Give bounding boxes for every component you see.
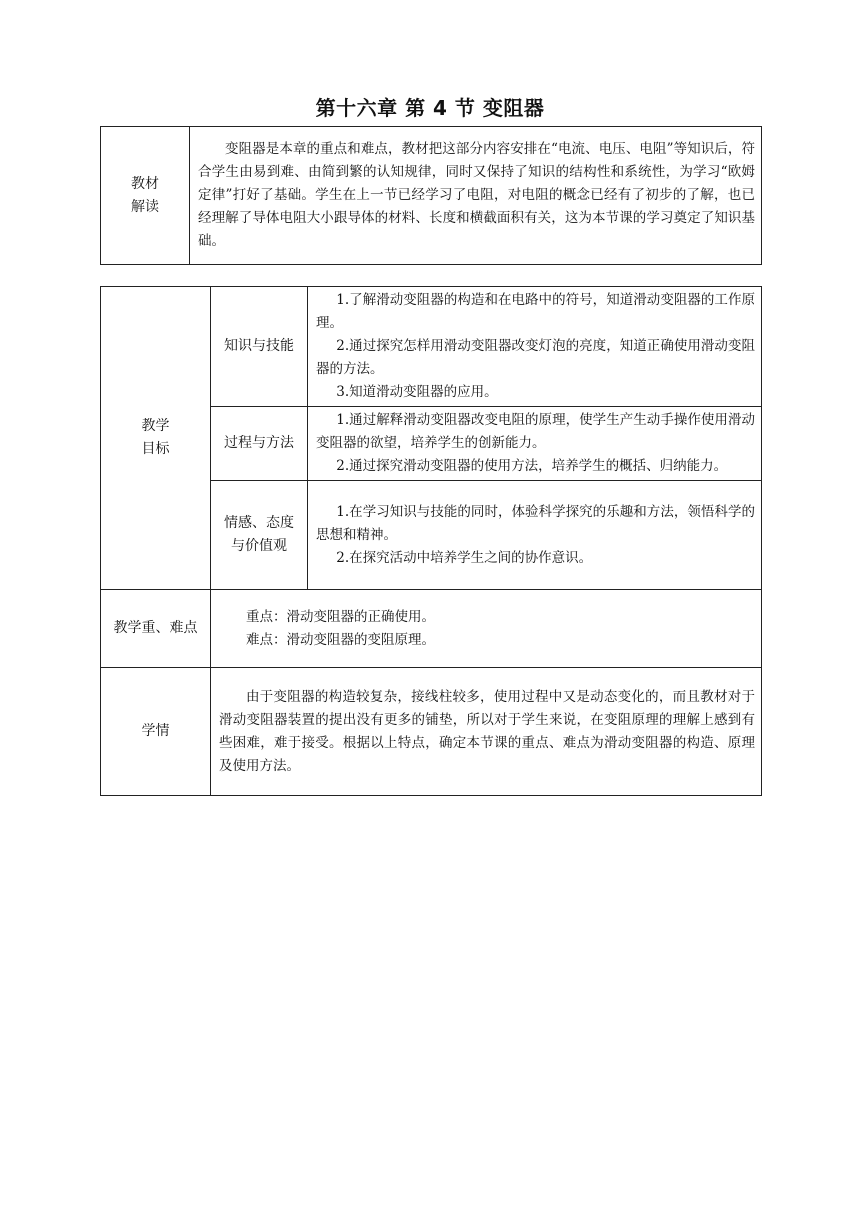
key-point-item: 难点：滑动变阻器的变阻原理。 [246,631,435,648]
key-points-label: 教学重、难点 [101,590,211,668]
goal-item: 1.通过解释滑动变阻器改变电阻的原理，使学生产生动手操作使用滑动变阻器的欲望，培养学生的创新能力。 [316,412,755,451]
textbook-analysis-row [101,127,762,265]
label-line: 教学 [141,418,170,434]
label-line: 解读 [131,198,159,215]
label-line: 情感、态度 [224,515,294,531]
textbook-analysis-table [100,126,762,265]
learner-label: 学情 [101,668,211,796]
teaching-plan-table [100,286,762,796]
goal-item: 2.通过探究怎样用滑动变阻器改变灯泡的亮度，知道正确使用滑动变阻器的方法。 [316,338,755,377]
learner-paragraph: 由于变阻器的构造较复杂，接线柱较多，使用过程中又是动态变化的，而且教材对于滑动变阻器装置的提出没有更多的铺垫，所以对于学生来说，在变阻原理的理解上感到有些困难，难于接受。根据以上特点，确定本节课的重点、难点为滑动变阻器的构造、原理及使用方法。 [219,688,755,774]
goal-row-knowledge [101,287,762,407]
label-line: 目标 [141,441,170,457]
goal-item: 1.了解滑动变阻器的构造和在电路中的符号，知道滑动变阻器的工作原理。 [316,292,755,331]
key-points-row [101,590,762,668]
label-line: 与价值观 [231,538,287,554]
textbook-analysis-text-cell [190,127,762,265]
learner-row [101,668,762,796]
learner-cell [211,668,762,796]
process-methods-cell [308,407,762,481]
key-points-cell [211,590,762,668]
knowledge-skills-label: 知识与技能 [211,287,308,407]
emotion-values-label [211,481,308,590]
teaching-goals-label [101,287,211,590]
knowledge-skills-cell [308,287,762,407]
emotion-values-cell [308,481,762,590]
key-point-item: 重点：滑动变阻器的正确使用。 [246,608,435,625]
goal-item: 2.在探究活动中培养学生之间的协作意识。 [336,549,593,566]
process-methods-label: 过程与方法 [211,407,308,481]
textbook-analysis-paragraph: 变阻器是本章的重点和难点，教材把这部分内容安排在“电流、电压、电阻”等知识后，符合学生由易到难、由简到繁的认知规律，同时又保持了知识的结构性和系统性，为学习“欧姆定律”打好了基础。学生在上一节已经学习了电阻，对电阻的概念已经有了初步的了解，也已经理解了导体电阻大小跟导体的材料、长度和横截面积有关，这为本节课的学习奠定了知识基础。 [198,141,755,249]
textbook-analysis-label [101,127,190,265]
goal-item: 1.在学习知识与技能的同时，体验科学探究的乐趣和方法，领悟科学的思想和精神。 [316,503,755,543]
goal-item: 3.知道滑动变阻器的应用。 [336,384,498,400]
page-title: 第十六章 第 4 节 变阻器 [315,96,545,120]
label-line: 教材 [131,175,159,192]
goal-item: 2.通过探究滑动变阻器的使用方法，培养学生的概括、归纳能力。 [336,458,728,474]
